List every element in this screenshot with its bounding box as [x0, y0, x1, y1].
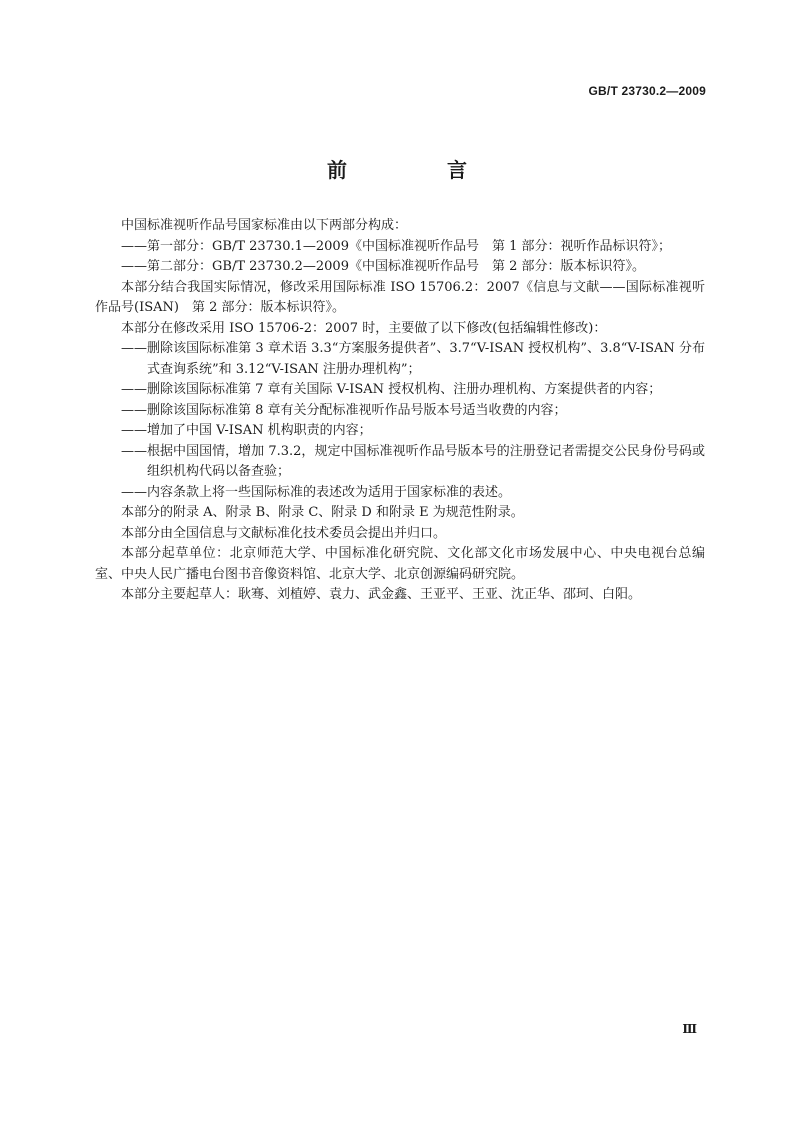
list-item-text: 根据中国国情，增加 7.3.2，规定中国标准视听作品号版本号的注册登记者需提交公民身份号码或组织机构代码以备查验； [147, 443, 705, 479]
paragraph: 本部分主要起草人：耿骞、刘植婷、袁力、武金鑫、王亚平、王亚、沈正华、邵珂、白阳。 [121, 587, 642, 602]
dash-marker: —— [121, 382, 147, 397]
dash-marker: —— [121, 341, 147, 356]
document-body [95, 216, 705, 606]
list-item [95, 421, 705, 442]
list-item-text: 第一部分：GB/T 23730.1—2009《中国标准视听作品号 第 1 部分：视听作品标识符》； [147, 238, 671, 254]
dash-marker: —— [121, 259, 147, 274]
paragraph: 本部分的附录 A、附录 B、附录 C、附录 D 和附录 E 为规范性附录。 [121, 505, 524, 520]
paragraph: 中国标准视听作品号国家标准由以下两部分构成： [121, 218, 408, 233]
paragraph: 本部分由全国信息与文献标准化技术委员会提出并归口。 [121, 525, 447, 541]
standard-number: GB/T 23730.2—2009 [588, 84, 706, 98]
list-item-text: 内容条款上将一些国际标准的表述改为适用于国家标准的表述。 [147, 484, 512, 500]
list-item [95, 339, 705, 380]
list-item [95, 442, 705, 483]
list-item-text: 删除该国际标准第 7 章有关国际 V-ISAN 授权机构、注册办理机构、方案提供者的内容； [147, 382, 662, 397]
paragraph: 本部分起草单位：北京师范大学、中国标准化研究院、文化部文化市场发展中心、中央电视台总编室、中央人民广播电台图书音像资料馆、北京大学、北京创源编码研究院。 [95, 546, 705, 582]
paragraph: 本部分结合我国实际情况，修改采用国际标准 ISO 15706.2：2007《信息与文献——国际标准视听作品号(ISAN) 第 2 部分：版本标识符》。 [95, 279, 705, 315]
dash-marker: —— [121, 484, 147, 500]
dash-marker: —— [121, 443, 147, 459]
list-item-text: 增加了中国 V-ISAN 机构职责的内容； [147, 423, 372, 438]
list-item-text: 第二部分：GB/T 23730.2—2009《中国标准视听作品号 第 2 部分：版本标识符》。 [147, 259, 645, 274]
list-item [95, 483, 705, 504]
dash-marker: —— [121, 423, 147, 438]
page-title: 前 言 [327, 158, 507, 182]
list-item [95, 237, 705, 258]
list-item-text: 删除该国际标准第 8 章有关分配标准视听作品号版本号适当收费的内容； [147, 402, 567, 418]
page-number: Ⅲ [682, 1022, 697, 1036]
dash-marker: —— [121, 238, 147, 254]
paragraph: 本部分在修改采用 ISO 15706-2：2007 时，主要做了以下修改(包括编辑性修改)： [121, 320, 607, 336]
list-item-text: 删除该国际标准第 3 章术语 3.3“方案服务提供者”、3.7“V-ISAN 授权机构”、3.8“V-ISAN 分布式查询系统”和 3.12“V-ISAN 注册办理机构”； [147, 341, 705, 377]
list-item [95, 380, 705, 401]
list-item [95, 401, 705, 422]
list-item [95, 257, 705, 278]
dash-marker: —— [121, 402, 147, 418]
